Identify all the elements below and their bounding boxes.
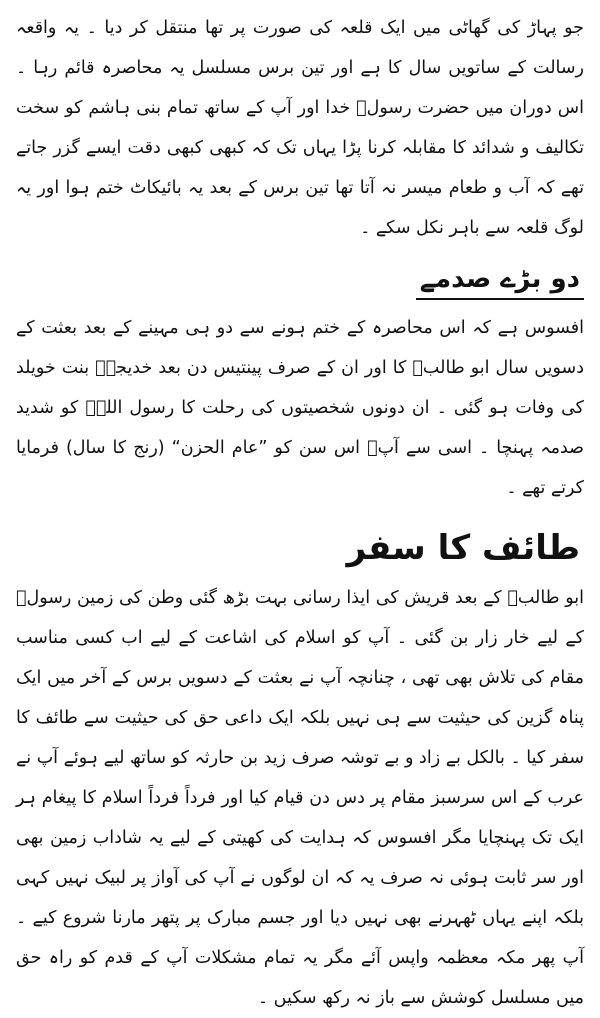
body-paragraph-2: افسوس ہے کہ اس محاصرہ کے ختم ہونے سے دو ہی مہینے کے بعد بعثت کے دسویں سال ابو طالبؑ کا اور ان کے صرف پینتیس دن بعد خدیجہؑ بنت خویلد کی وفات ہو گئی ۔ ان دونوں شخصیتوں کی رحلت کا رسول اللہؐ کو شدید صدمہ پہنچا ۔ اسی سے آپؐ اس سن کو ”عام الحزن“ (رنج کا سال) فرمایا کرتے تھے ۔ xyxy=(16,318,584,498)
section-heading-label: طائف کا سفر xyxy=(346,528,580,568)
section-heading-label: دو بڑے صدمے xyxy=(416,260,584,300)
section-heading-taif-journey xyxy=(16,518,584,578)
body-paragraph-3: ابو طالبؑ کے بعد قریش کی ایذا رسانی بہت بڑھ گئی وطن کی زمین رسولؐ کے لیے خار زار بن گئی ۔ آپ کو اسلام کی اشاعت کے لیے اب کسی مناسب مقام کی تلاش بھی تھی ، چنانچہ آپ نے بعثت کے دسویں برس کے آخر میں ایک پناہ گزین کی حیثیت سے ہی نہیں بلکہ ایک داعی حق کی حیثیت سے طائف کا سفر کیا ۔ بالکل بے زاد و بے توشہ صرف زید بن حارثہ کو ساتھ لیے ہوئے آپ نے عرب کے اس سرسبز مقام پر دس دن قیام کیا اور فرداً فرداً اسلام کا پیغام ہر ایک تک پہنچایا مگر افسوس کہ ہدایت کی کھیتی کے لیے یہ شاداب زمین بھی اور سر ثابت ہوئی نہ صرف یہ کہ ان لوگوں نے آپ کی آواز پر لبیک نہیں کہی بلکہ اپنے یہاں ٹھہرنے بھی نہیں دیا اور جسم مبارک پر پتھر مارنا شروع کیے ۔ آپ پھر مکہ معظمہ واپس آئے مگر یہ تمام مشکلات آپ کے قدم کو راہ حق میں مسلسل کوشش سے باز نہ رکھ سکیں ۔ xyxy=(16,588,584,1008)
body-paragraph-1: جو پہاڑ کی گھاٹی میں ایک قلعہ کی صورت پر تھا منتقل کر دیا ۔ یہ واقعہ رسالت کے ساتویں سال کا ہے اور تین برس مسلسل یہ محاصرہ قائم رہا ۔ اس دوران میں حضرت رسولؐ خدا اور آپ کے ساتھ تمام بنی ہاشم کو سخت تکالیف و شدائد کا مقابلہ کرنا پڑا یہاں تک کہ کبھی کبھی دقت ایسے گزر جاتے تھے کہ آب و طعام میسر نہ آتا تھا تین برس کے بعد یہ بائیکاٹ ختم ہوا اور یہ لوگ قلعہ سے باہر نکل سکے ۔ xyxy=(16,18,584,238)
section-heading-two-griefs xyxy=(16,252,584,308)
